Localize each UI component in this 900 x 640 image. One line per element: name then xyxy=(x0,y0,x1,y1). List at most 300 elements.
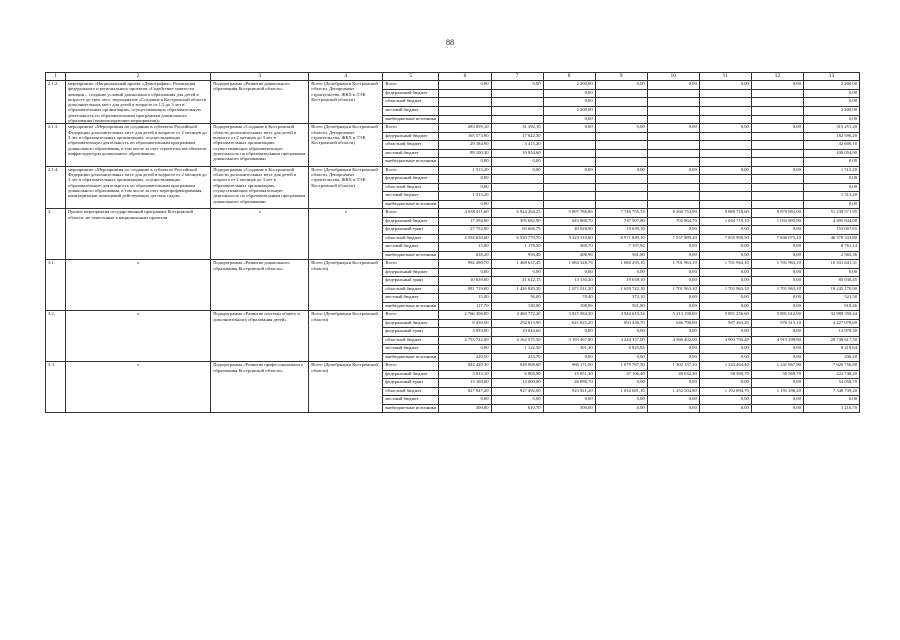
amount-cell: 0,00 xyxy=(699,404,751,413)
row-number-cell: 2.1.3. xyxy=(46,124,66,167)
measure-name-cell: Прочие мероприятия государственной программы Костромской области, не отнесенные к национальным проектам xyxy=(66,209,211,260)
funding-source-cell: внебюджетные источники xyxy=(383,200,439,209)
amount-cell: 0,00 xyxy=(751,345,803,354)
amount-cell xyxy=(751,149,803,158)
amount-cell xyxy=(491,98,543,107)
funding-source-cell: областной бюджет xyxy=(383,285,439,294)
amount-cell: 8 219,64 xyxy=(803,345,859,354)
funding-source-cell: местный бюджет xyxy=(383,243,439,252)
amount-cell: 827 947,20 xyxy=(439,387,491,396)
amount-cell xyxy=(647,183,699,192)
amount-cell: 0,00 xyxy=(751,251,803,260)
funding-source-cell: федеральный грант xyxy=(383,328,439,337)
amount-cell: 28 739 617,50 xyxy=(803,336,859,345)
amount-cell: 0,00 xyxy=(751,379,803,388)
amount-cell xyxy=(543,141,595,150)
amount-cell: 8 761,14 xyxy=(803,243,859,252)
funding-source-cell: федеральный бюджет xyxy=(383,89,439,98)
amount-cell: 0,00 xyxy=(751,277,803,286)
amount-cell: 0,00 xyxy=(751,396,803,405)
funding-source-cell: местный бюджет xyxy=(383,345,439,354)
amount-cell: 8 879 881,00 xyxy=(751,209,803,218)
funding-source-cell: местный бюджет xyxy=(383,294,439,303)
amount-cell: 4 903 793,40 xyxy=(699,336,751,345)
amount-cell: 0,00 xyxy=(595,404,647,413)
amount-cell: 0,00 xyxy=(699,302,751,311)
amount-cell xyxy=(595,183,647,192)
amount-cell: 0,00 xyxy=(439,396,491,405)
amount-cell: 1 701 963,10 xyxy=(751,260,803,269)
amount-cell xyxy=(439,115,491,124)
amount-cell: 1 192 894,70 xyxy=(699,387,751,396)
amount-cell xyxy=(595,115,647,124)
amount-cell: 992 490,70 xyxy=(439,260,491,269)
amount-cell: 10 245 170,90 xyxy=(803,285,859,294)
amount-cell: 15,00 xyxy=(439,294,491,303)
amount-cell: 0,00 xyxy=(751,226,803,235)
amount-cell: 6 550 779,70 xyxy=(491,234,543,243)
amount-cell: 27 732,90 xyxy=(439,226,491,235)
amount-cell: 300,00 xyxy=(543,404,595,413)
measure-name-cell: мероприятие «Мероприятия по созданию в субъектах Российской Федерации дополнительных мест для детей в возрасте от 2 месяцев до 3 лет в образовательных организациях, осуществляющих образовательную деятельность по образовательным программам дошкольного образования, в том числе за счет строительства объектов инфраструктуры дошкольного образования» xyxy=(66,124,211,167)
amount-cell: 0,00 xyxy=(439,81,491,90)
executor-cell: Всего (Депобрнауки Костромской области, Департамент строительства, ЖКХ и ТЭК Костромской области) xyxy=(309,124,383,167)
amount-cell: 5 907 786,86 xyxy=(543,209,595,218)
amount-cell: 5 223 110,60 xyxy=(543,234,595,243)
amount-cell xyxy=(595,132,647,141)
funding-source-cell: Всего xyxy=(383,260,439,269)
amount-cell: 222 748,20 xyxy=(803,370,859,379)
amount-cell: 369,70 xyxy=(543,243,595,252)
amount-cell: 4 495 844,00 xyxy=(803,217,859,226)
amount-cell: 0,00 xyxy=(439,200,491,209)
executor-cell: Всего (Депобрнауки Костромской области, Департамент строительства, ЖКХ и ТЭК Костромской области) xyxy=(309,166,383,209)
amount-cell xyxy=(751,175,803,184)
amount-cell: 2 200,00 xyxy=(543,107,595,116)
table-row xyxy=(46,209,860,218)
amount-cell: 0,00 xyxy=(543,166,595,175)
amount-cell: 0,00 xyxy=(543,98,595,107)
amount-cell: 0,00 xyxy=(647,294,699,303)
column-number-header: 3 xyxy=(211,73,309,81)
amount-cell: 0,00 xyxy=(699,294,751,303)
funding-source-cell: местный бюджет xyxy=(383,107,439,116)
column-number-header: 1 xyxy=(46,73,66,81)
table-row xyxy=(46,124,860,133)
table-row xyxy=(46,362,860,371)
amount-cell: 1 513,20 xyxy=(439,166,491,175)
amount-cell xyxy=(543,158,595,167)
amount-cell: 1 513,20 xyxy=(803,166,859,175)
funding-source-cell: Всего xyxy=(383,124,439,133)
amount-cell: 108,96 xyxy=(543,302,595,311)
amount-cell: 747 507,80 xyxy=(595,217,647,226)
amount-cell: 7 835 999,50 xyxy=(699,234,751,243)
amount-cell: 521,50 xyxy=(803,294,859,303)
amount-cell: 0,00 xyxy=(751,353,803,362)
amount-cell: 976 313,10 xyxy=(751,319,803,328)
amount-cell: 0,00 xyxy=(439,175,491,184)
executor-cell: x xyxy=(309,209,383,260)
amount-cell: 6 825,84 xyxy=(595,345,647,354)
amount-cell xyxy=(751,98,803,107)
amount-cell: 6 971 849,10 xyxy=(595,234,647,243)
measure-name-cell: мероприятие «Мероприятия по созданию в субъектах Российской Федерации дополнительных мест для детей в возрасте от 2 месяцев до 3 лет в образовательных организациях, осуществляющих образовательную деятельность по образовательным программам дошкольного образования, в том числе за счет перепрофилирования, ниэнтаризации помещений действующих детских садов» xyxy=(66,166,211,209)
column-number-header: 11 xyxy=(699,73,751,81)
row-number-cell: 3.3. xyxy=(46,362,66,413)
amount-cell xyxy=(699,98,751,107)
funding-source-cell: федеральный бюджет xyxy=(383,132,439,141)
amount-cell: 621 825,20 xyxy=(543,319,595,328)
amount-cell xyxy=(543,192,595,201)
row-number-cell: 2.1.4. xyxy=(46,166,66,209)
amount-cell: 1 468 637,45 xyxy=(491,260,543,269)
amount-cell: 46 578 333,80 xyxy=(803,234,859,243)
amount-cell: 47 106,40 xyxy=(595,370,647,379)
amount-cell: 7 348 739,20 xyxy=(803,387,859,396)
funding-source-cell: внебюджетные источники xyxy=(383,353,439,362)
amount-cell: 0,00 xyxy=(595,81,647,90)
amount-cell: 2 200,00 xyxy=(803,107,859,116)
amount-cell: 0,00 xyxy=(543,353,595,362)
amount-cell: 0,00 xyxy=(491,81,543,90)
amount-cell: 215,70 xyxy=(491,353,543,362)
amount-cell xyxy=(595,192,647,201)
amount-cell: 1 426 829,30 xyxy=(491,285,543,294)
amount-cell: 4 944 619,54 xyxy=(595,311,647,320)
amount-cell: 1 033 805,90 xyxy=(751,217,803,226)
amount-cell: 0,00 xyxy=(751,124,803,133)
amount-cell: 0,00 xyxy=(595,328,647,337)
amount-cell: 0,00 xyxy=(647,379,699,388)
amount-cell: 0,00 xyxy=(491,166,543,175)
column-number-header: 5 xyxy=(383,73,439,81)
amount-cell xyxy=(751,183,803,192)
budget-table xyxy=(45,72,860,413)
amount-cell: 0,00 xyxy=(439,158,491,167)
amount-cell: 1 513,20 xyxy=(803,192,859,201)
amount-cell xyxy=(595,98,647,107)
amount-cell: 3 415,20 xyxy=(491,141,543,150)
amount-cell: 182 596,20 xyxy=(803,132,859,141)
amount-cell xyxy=(595,200,647,209)
row-number-cell: 2.1.2. xyxy=(46,81,66,124)
amount-cell xyxy=(699,158,751,167)
amount-cell: 1 302 137,10 xyxy=(647,362,699,371)
funding-source-cell: Всего xyxy=(383,311,439,320)
amount-cell: 78,40 xyxy=(543,294,595,303)
column-number-header: 4 xyxy=(309,73,383,81)
amount-cell: 17 022,30 xyxy=(491,132,543,141)
amount-cell: 0,00 xyxy=(595,379,647,388)
row-number-cell: 3.1. xyxy=(46,260,66,311)
executor-cell: Всего (Депобрнауки Костромской области) xyxy=(309,311,383,362)
amount-cell xyxy=(699,192,751,201)
row-number-cell: 3.2. xyxy=(46,311,66,362)
funding-source-cell: федеральный бюджет xyxy=(383,175,439,184)
amount-cell: 2 565,36 xyxy=(803,251,859,260)
amount-cell: 0,00 xyxy=(699,345,751,354)
amount-cell: 0,00 xyxy=(803,175,859,184)
amount-cell: 0,00 xyxy=(647,243,699,252)
amount-cell: 956,40 xyxy=(491,251,543,260)
amount-cell: 0,00 xyxy=(803,200,859,209)
amount-cell xyxy=(647,200,699,209)
amount-cell: 26 898,70 xyxy=(543,379,595,388)
amount-cell: 0,00 xyxy=(803,183,859,192)
amount-cell: 1 243 464,40 xyxy=(699,362,751,371)
amount-cell: 292 813,90 xyxy=(491,319,543,328)
amount-cell xyxy=(647,175,699,184)
amount-cell: 14 000,00 xyxy=(491,379,543,388)
amount-cell: 10 044,60 xyxy=(491,328,543,337)
amount-cell: 0,00 xyxy=(647,302,699,311)
amount-cell: 0,00 xyxy=(647,124,699,133)
amount-cell: 40 028,90 xyxy=(543,226,595,235)
amount-cell: 41 622,15 xyxy=(491,277,543,286)
amount-cell: 1 701 963,10 xyxy=(699,285,751,294)
amount-cell xyxy=(647,158,699,167)
amount-cell: 2 200,00 xyxy=(543,81,595,90)
funding-source-cell: внебюджетные источники xyxy=(383,158,439,167)
amount-cell: 153 067,65 xyxy=(803,226,859,235)
amount-cell xyxy=(647,149,699,158)
amount-cell: 100 054,90 xyxy=(803,149,859,158)
executor-cell: Всего (Депобрнауки Костромской области) xyxy=(309,362,383,413)
amount-cell: 13 130,20 xyxy=(543,277,595,286)
funding-source-cell: местный бюджет xyxy=(383,149,439,158)
amount-cell: 436,20 xyxy=(803,353,859,362)
amount-cell: 0,00 xyxy=(699,166,751,175)
amount-cell: 987 463,20 xyxy=(699,319,751,328)
amount-cell xyxy=(439,107,491,116)
amount-cell: 1 252 504,80 xyxy=(647,387,699,396)
amount-cell xyxy=(647,89,699,98)
amount-cell: 51 238 571,95 xyxy=(803,209,859,218)
subprogram-cell: Подпрограмма «Создание в Костромской области дополнительных мест для детей в возрасте от 2 месяцев до 3 лет в образовательных организациях, осуществляющих образовательную деятельность по образовательным программам дошкольного образования» xyxy=(211,124,309,167)
amount-cell: 0,00 xyxy=(543,268,595,277)
amount-cell: 283 859,10 xyxy=(439,124,491,133)
amount-cell: 13 978,50 xyxy=(803,328,859,337)
funding-source-cell: местный бюджет xyxy=(383,192,439,201)
column-number-header: 13 xyxy=(803,73,859,81)
amount-cell: 0,00 xyxy=(439,345,491,354)
amount-cell xyxy=(751,192,803,201)
amount-cell: 7 846 075,10 xyxy=(751,234,803,243)
amount-cell: 15 051,10 xyxy=(543,370,595,379)
funding-source-cell: федеральный бюджет xyxy=(383,268,439,277)
amount-cell: 610,70 xyxy=(491,404,543,413)
amount-cell: 54 058,70 xyxy=(803,379,859,388)
amount-cell: 646 796,00 xyxy=(647,319,699,328)
amount-cell xyxy=(595,89,647,98)
amount-cell: 0,00 xyxy=(803,396,859,405)
column-number-header: 9 xyxy=(595,73,647,81)
amount-cell xyxy=(699,183,751,192)
measure-name-cell: x xyxy=(66,362,211,413)
amount-cell: 693 436,70 xyxy=(595,319,647,328)
amount-cell: 0,00 xyxy=(491,268,543,277)
table-row xyxy=(46,166,860,175)
funding-source-cell: федеральный грант xyxy=(383,277,439,286)
amount-cell: 2 753 722,00 xyxy=(439,336,491,345)
column-number-row xyxy=(46,73,860,81)
amount-cell: 5 891 256,60 xyxy=(699,311,751,320)
amount-cell: 3 815 584,30 xyxy=(543,311,595,320)
amount-cell: 32 989 350,44 xyxy=(803,311,859,320)
funding-source-cell: федеральный грант xyxy=(383,379,439,388)
measure-name-cell: x xyxy=(66,311,211,362)
amount-cell: 4 638 411,60 xyxy=(439,209,491,218)
row-number-cell: 3. xyxy=(46,209,66,260)
amount-cell: 0,00 xyxy=(751,302,803,311)
amount-cell xyxy=(543,132,595,141)
amount-cell: 0,00 xyxy=(803,98,859,107)
amount-cell: 1 191 298,20 xyxy=(751,387,803,396)
amount-cell xyxy=(751,89,803,98)
amount-cell: 0,00 xyxy=(647,353,699,362)
amount-cell: 4 162 575,50 xyxy=(491,336,543,345)
amount-cell: 49 632,30 xyxy=(647,370,699,379)
funding-source-cell: федеральный бюджет xyxy=(383,370,439,379)
amount-cell: 0,00 xyxy=(595,166,647,175)
amount-cell: 4 244 357,00 xyxy=(595,336,647,345)
amount-cell: 8 880 718,60 xyxy=(699,209,751,218)
amount-cell xyxy=(699,141,751,150)
amount-cell xyxy=(491,107,543,116)
funding-source-cell: внебюджетные источники xyxy=(383,251,439,260)
column-number-header: 2 xyxy=(66,73,211,81)
funding-source-cell: местный бюджет xyxy=(383,396,439,405)
amount-cell: 0,00 xyxy=(751,268,803,277)
amount-cell: 17 394,90 xyxy=(439,217,491,226)
funding-source-cell: Всего xyxy=(383,81,439,90)
amount-cell: 0,00 xyxy=(751,166,803,175)
amount-cell xyxy=(491,192,543,201)
amount-cell: 4 592 630,60 xyxy=(439,234,491,243)
amount-cell xyxy=(439,98,491,107)
amount-cell: 0,00 xyxy=(647,277,699,286)
amount-cell: 1 680 295,10 xyxy=(595,260,647,269)
amount-cell: 0,00 xyxy=(595,396,647,405)
amount-cell: 0,00 xyxy=(543,89,595,98)
subprogram-cell: Подпрограмма «Развитие дошкольного образования Костромской области» xyxy=(211,81,309,124)
amount-cell xyxy=(543,175,595,184)
amount-cell: 0,00 xyxy=(647,345,699,354)
amount-cell: 6 924 264,25 xyxy=(491,209,543,218)
amount-cell xyxy=(751,200,803,209)
amount-cell: 1 513,20 xyxy=(439,192,491,201)
amount-cell: 966 171,00 xyxy=(543,362,595,371)
amount-cell xyxy=(543,183,595,192)
funding-source-cell: федеральный бюджет xyxy=(383,319,439,328)
amount-cell xyxy=(491,175,543,184)
amount-cell: 561,80 xyxy=(595,302,647,311)
amount-cell xyxy=(491,183,543,192)
amount-cell: 918,46 xyxy=(803,302,859,311)
amount-cell: 372,10 xyxy=(595,294,647,303)
amount-cell: 0,00 xyxy=(803,115,859,124)
amount-cell: 0,00 xyxy=(647,328,699,337)
amount-cell: 0,00 xyxy=(803,158,859,167)
amount-cell: 0,00 xyxy=(647,396,699,405)
amount-cell xyxy=(491,200,543,209)
funding-source-cell: федеральный бюджет xyxy=(383,217,439,226)
amount-cell: 0,00 xyxy=(699,328,751,337)
column-number-header: 7 xyxy=(491,73,543,81)
amount-cell xyxy=(699,115,751,124)
amount-cell: 10 331 641,31 xyxy=(803,260,859,269)
amount-cell: 4 566 402,00 xyxy=(647,336,699,345)
amount-cell xyxy=(439,89,491,98)
amount-cell: 85 030,45 xyxy=(803,277,859,286)
amount-cell: 1 044 719,10 xyxy=(699,217,751,226)
amount-cell: 0,00 xyxy=(699,396,751,405)
amount-cell xyxy=(751,132,803,141)
amount-cell: 643 868,70 xyxy=(543,217,595,226)
amount-cell: 5 891 612,90 xyxy=(751,311,803,320)
amount-cell xyxy=(543,200,595,209)
amount-cell: 638,20 xyxy=(439,251,491,260)
funding-source-cell: областной бюджет xyxy=(383,98,439,107)
amount-cell: 0,00 xyxy=(699,379,751,388)
amount-cell: 5 213 198,00 xyxy=(647,311,699,320)
subprogram-cell: Подпрограмма «Развитие профессионального образования Костромской области» xyxy=(211,362,309,413)
amount-cell: 29 184,90 xyxy=(439,141,491,150)
amount-cell: 2 766 306,00 xyxy=(439,311,491,320)
amount-cell: 32 600,10 xyxy=(803,141,859,150)
amount-cell xyxy=(699,89,751,98)
amount-cell: 315 251,20 xyxy=(803,124,859,133)
amount-cell: 305 682,90 xyxy=(491,217,543,226)
amount-cell: 702 864,70 xyxy=(647,217,699,226)
amount-cell: 1 210,70 xyxy=(803,404,859,413)
amount-cell xyxy=(647,192,699,201)
amount-cell xyxy=(751,107,803,116)
amount-cell: 1 241 867,90 xyxy=(751,362,803,371)
funding-source-cell: областной бюджет xyxy=(383,336,439,345)
amount-cell: 0,00 xyxy=(543,124,595,133)
amount-cell xyxy=(543,149,595,158)
funding-source-cell: внебюджетные источники xyxy=(383,302,439,311)
subprogram-cell: Подпрограмма «Создание в Костромской области дополнительных мест для детей в возрасте от 2 месяцев до 3 лет в образовательных организациях, осуществляющих образовательную деятельность по образовательным программам дошкольного образования» xyxy=(211,166,309,209)
amount-cell: 65 666,75 xyxy=(491,226,543,235)
amount-cell: 1 659 722,10 xyxy=(595,285,647,294)
table-row xyxy=(46,311,860,320)
amount-cell: 1 122,50 xyxy=(491,345,543,354)
amount-cell: 3 933,90 xyxy=(439,328,491,337)
amount-cell: 0,00 xyxy=(491,396,543,405)
amount-cell xyxy=(595,158,647,167)
subprogram-cell: x xyxy=(211,209,309,260)
funding-source-cell: Всего xyxy=(383,362,439,371)
funding-source-cell: Всего xyxy=(383,166,439,175)
amount-cell: 561,80 xyxy=(595,251,647,260)
amount-cell: 408,96 xyxy=(543,251,595,260)
amount-cell: 0,00 xyxy=(647,166,699,175)
amount-cell: 0,00 xyxy=(595,353,647,362)
column-number-header: 6 xyxy=(439,73,491,81)
amount-cell: 0,00 xyxy=(699,226,751,235)
amount-cell: 6 805,90 xyxy=(491,370,543,379)
amount-cell: 1 701 963,10 xyxy=(699,260,751,269)
page-number: 88 xyxy=(446,38,454,47)
amount-cell: 0,00 xyxy=(699,124,751,133)
amount-cell: 948 908,60 xyxy=(491,362,543,371)
amount-cell: 0,00 xyxy=(699,243,751,252)
amount-cell xyxy=(491,89,543,98)
amount-cell: 0,00 xyxy=(543,328,595,337)
